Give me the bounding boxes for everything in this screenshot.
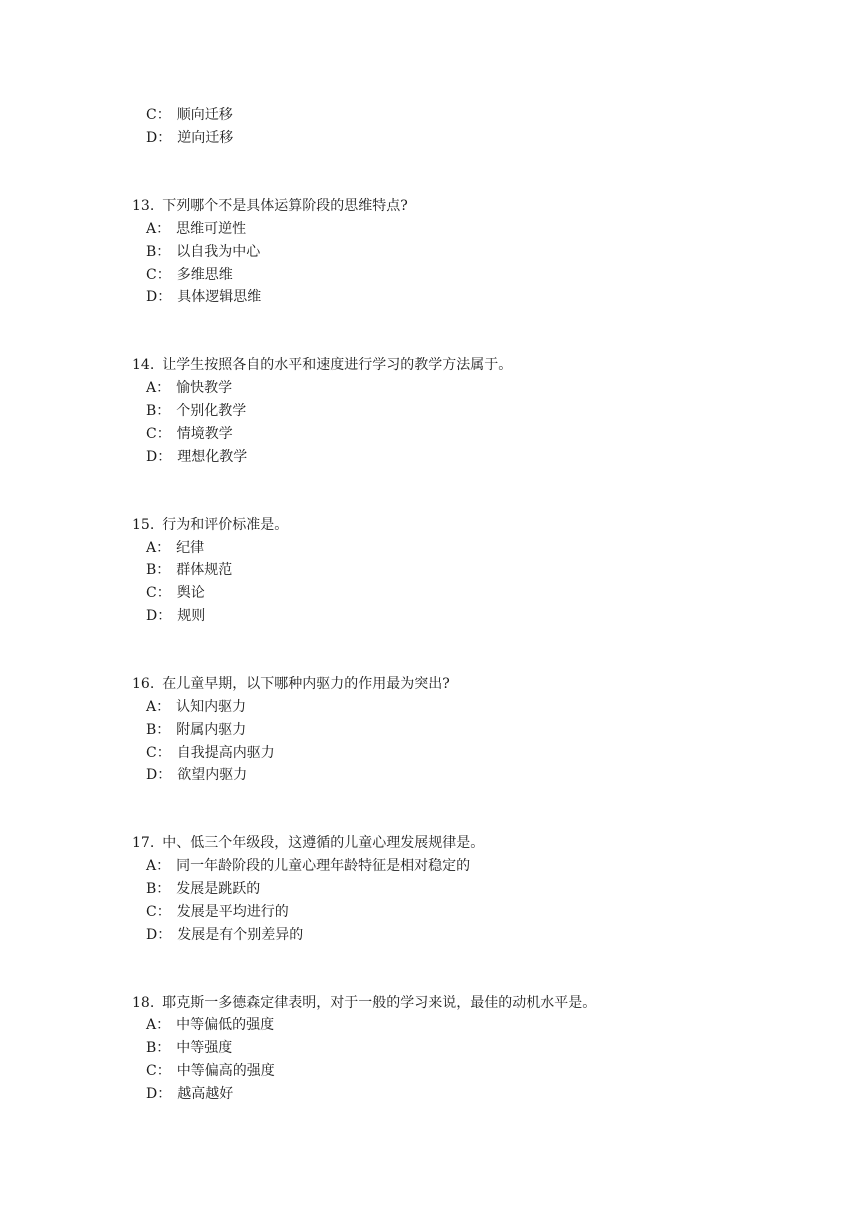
- question-text: 下列哪个不是具体运算阶段的思维特点?: [162, 198, 408, 214]
- question-13-option-d: [146, 288, 261, 306]
- option-letter: D：: [146, 1086, 172, 1102]
- option-text: 规则: [177, 608, 206, 624]
- question-16-option-c: [146, 744, 275, 762]
- option-text: 顺向迁移: [176, 107, 233, 123]
- option-text: 以自我为中心: [176, 244, 261, 260]
- question-15-option-b: [146, 561, 232, 579]
- question-text: 耶克斯一多德森定律表明，对于一般的学习来说，最佳的动机水平是。: [162, 995, 597, 1011]
- question-15-option-c: [146, 584, 205, 602]
- question-14-option-d: [146, 448, 247, 466]
- question-15-option-a: [146, 539, 204, 557]
- option-text: 中等强度: [176, 1040, 233, 1056]
- question-14-option-b: [146, 402, 246, 420]
- option-text: 发展是平均进行的: [176, 904, 289, 920]
- option-letter: B：: [146, 244, 171, 260]
- option-text: 群体规范: [176, 562, 233, 578]
- question-15-stem: [132, 516, 288, 534]
- option-c-prev: [146, 106, 233, 124]
- option-letter: B：: [146, 562, 171, 578]
- question-17-stem: [132, 834, 484, 852]
- option-letter: D：: [146, 927, 172, 943]
- option-letter: B：: [146, 403, 171, 419]
- option-letter: D：: [146, 767, 172, 783]
- question-16-stem: [132, 675, 450, 693]
- question-text: 让学生按照各自的水平和速度进行学习的教学方法属于。: [162, 357, 513, 373]
- question-18-stem: [132, 994, 596, 1012]
- question-16-option-a: [146, 698, 246, 716]
- option-text: 发展是跳跃的: [176, 881, 261, 897]
- option-letter: C：: [146, 267, 171, 283]
- option-letter: D：: [146, 130, 172, 146]
- option-text: 中等偏高的强度: [176, 1063, 275, 1079]
- option-letter: C：: [146, 585, 171, 601]
- question-number: 16.: [132, 676, 155, 692]
- question-number: 17.: [132, 835, 155, 851]
- option-text: 多维思维: [176, 267, 233, 283]
- option-text: 具体逻辑思维: [177, 289, 262, 305]
- question-13-option-c: [146, 266, 233, 284]
- option-letter: B：: [146, 722, 171, 738]
- question-18-option-a: [146, 1016, 274, 1034]
- option-letter: A：: [146, 540, 171, 556]
- option-letter: C：: [146, 745, 171, 761]
- option-text: 逆向迁移: [177, 130, 234, 146]
- option-letter: A：: [146, 1017, 171, 1033]
- question-18-option-d: [146, 1085, 233, 1103]
- option-text: 附属内驱力: [176, 722, 247, 738]
- question-18-option-c: [146, 1062, 275, 1080]
- question-13-option-a: [146, 220, 246, 238]
- question-text: 中、低三个年级段，这遵循的儿童心理发展规律是。: [162, 835, 485, 851]
- option-letter: C：: [146, 426, 171, 442]
- question-17-option-b: [146, 880, 260, 898]
- question-text: 行为和评价标准是。: [162, 517, 289, 533]
- option-text: 纪律: [176, 540, 205, 556]
- question-number: 18.: [132, 995, 155, 1011]
- option-letter: A：: [146, 858, 171, 874]
- question-17-option-d: [146, 926, 303, 944]
- option-letter: B：: [146, 1040, 171, 1056]
- option-text: 思维可逆性: [176, 221, 247, 237]
- option-letter: D：: [146, 608, 172, 624]
- question-18-option-b: [146, 1039, 232, 1057]
- option-text: 欲望内驱力: [177, 767, 248, 783]
- question-13-option-b: [146, 243, 260, 261]
- question-17-option-a: [146, 857, 470, 875]
- option-letter: A：: [146, 699, 171, 715]
- option-letter: C：: [146, 1063, 171, 1079]
- question-14-option-a: [146, 379, 232, 397]
- option-text: 情境教学: [176, 426, 233, 442]
- option-d-prev: [146, 129, 233, 147]
- question-17-option-c: [146, 903, 289, 921]
- question-number: 15.: [132, 517, 155, 533]
- option-letter: A：: [146, 221, 171, 237]
- option-text: 舆论: [176, 585, 205, 601]
- question-number: 14.: [132, 357, 155, 373]
- question-16-option-d: [146, 766, 247, 784]
- option-letter: D：: [146, 449, 172, 465]
- option-text: 个别化教学: [176, 403, 247, 419]
- question-text: 在儿童早期，以下哪种内驱力的作用最为突出?: [162, 676, 450, 692]
- question-number: 13.: [132, 198, 155, 214]
- question-16-option-b: [146, 721, 246, 739]
- option-text: 理想化教学: [177, 449, 248, 465]
- option-text: 认知内驱力: [176, 699, 247, 715]
- question-13-stem: [132, 197, 408, 215]
- option-letter: B：: [146, 881, 171, 897]
- question-14-option-c: [146, 425, 233, 443]
- question-15-option-d: [146, 607, 205, 625]
- option-text: 发展是有个别差异的: [177, 927, 304, 943]
- option-text: 自我提高内驱力: [176, 745, 275, 761]
- option-letter: A：: [146, 380, 171, 396]
- option-letter: C：: [146, 107, 171, 123]
- option-text: 同一年龄阶段的儿童心理年龄特征是相对稳定的: [176, 858, 471, 874]
- option-letter: C：: [146, 904, 171, 920]
- option-text: 越高越好: [177, 1086, 234, 1102]
- option-letter: D：: [146, 289, 172, 305]
- question-14-stem: [132, 356, 512, 374]
- option-text: 愉快教学: [176, 380, 233, 396]
- option-text: 中等偏低的强度: [176, 1017, 275, 1033]
